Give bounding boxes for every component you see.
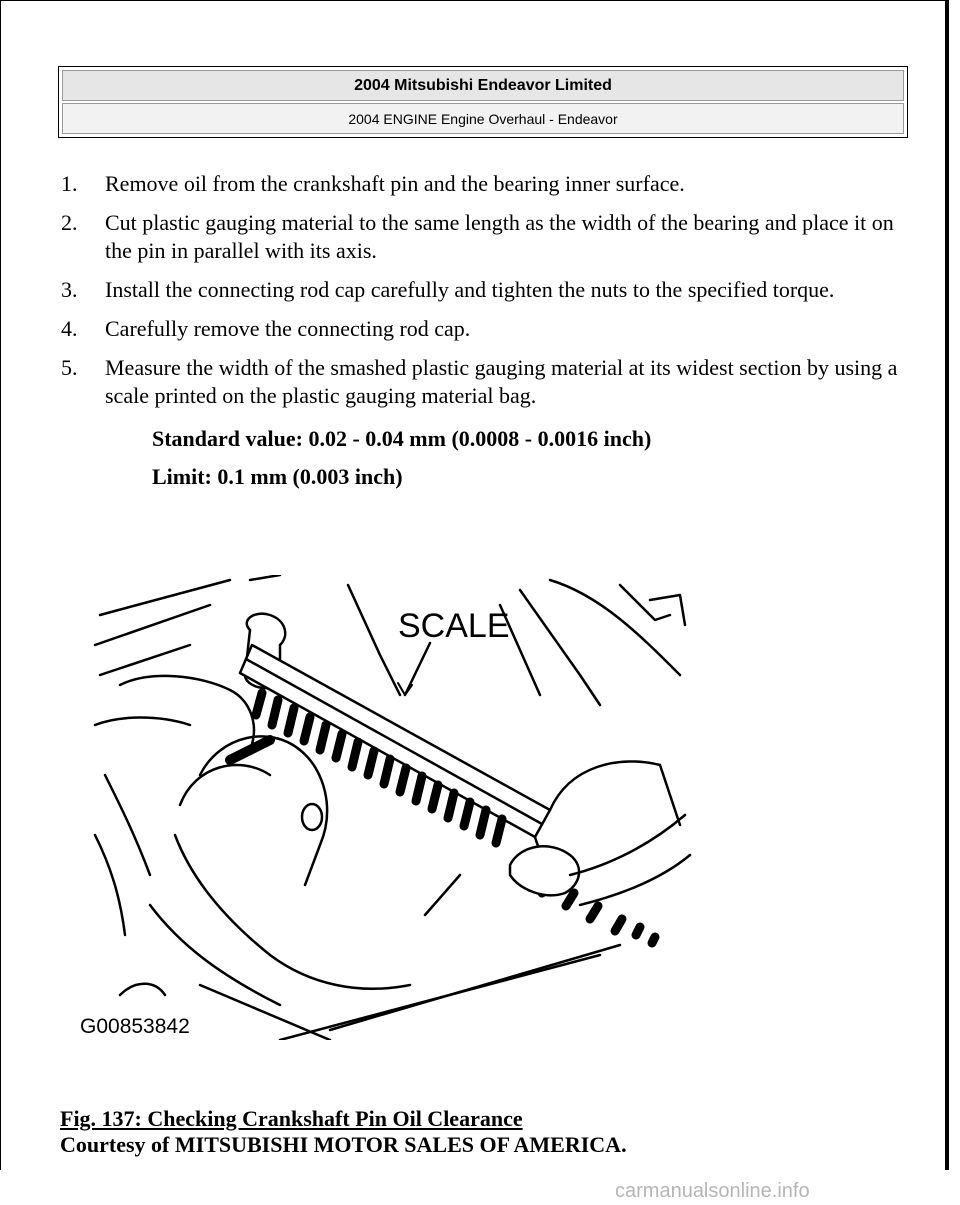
step-3 <box>61 276 911 304</box>
step-text: Measure the width of the smashed plastic gauging material at its widest section by using a scale printed on the plastic gauging material bag. <box>105 355 898 408</box>
step-5 <box>61 354 911 410</box>
site-watermark: carmanualsonline.info <box>615 1180 810 1202</box>
vehicle-title: 2004 Mitsubishi Endeavor Limited <box>62 70 904 101</box>
step-number: 4. <box>61 316 78 341</box>
step-number: 3. <box>61 277 78 302</box>
courtesy-line: Courtesy of MITSUBISHI MOTOR SALES OF AMERICA. <box>60 1132 627 1157</box>
step-number: 5. <box>61 355 78 380</box>
limit-value: Limit: 0.1 mm (0.003 inch) <box>152 464 403 489</box>
crankshaft-gauging-illustration <box>80 575 700 1040</box>
step-1 <box>61 170 911 198</box>
step-text: Cut plastic gauging material to the same length as the width of the bearing and place it on the pin in parallel with its axis. <box>105 210 894 263</box>
standard-value: Standard value: 0.02 - 0.04 mm (0.0008 - 0.0016 inch) <box>152 426 652 451</box>
step-text: Install the connecting rod cap carefully and tighten the nuts to the specified torque. <box>105 277 835 302</box>
step-text: Remove oil from the crankshaft pin and the bearing inner surface. <box>105 171 685 196</box>
step-text: Carefully remove the connecting rod cap. <box>105 316 471 341</box>
section-title: 2004 ENGINE Engine Overhaul - Endeavor <box>62 103 904 134</box>
step-number: 2. <box>61 210 78 235</box>
document-header <box>58 66 908 138</box>
figure-title: Fig. 137: Checking Crankshaft Pin Oil Clearance <box>60 1106 523 1131</box>
figure-caption <box>60 1106 627 1158</box>
procedure-steps <box>61 170 911 421</box>
step-2 <box>61 209 911 265</box>
scale-label: SCALE <box>398 607 510 645</box>
step-4 <box>61 315 911 343</box>
figure-code: G00853842 <box>80 1015 190 1038</box>
step-number: 1. <box>61 171 78 196</box>
